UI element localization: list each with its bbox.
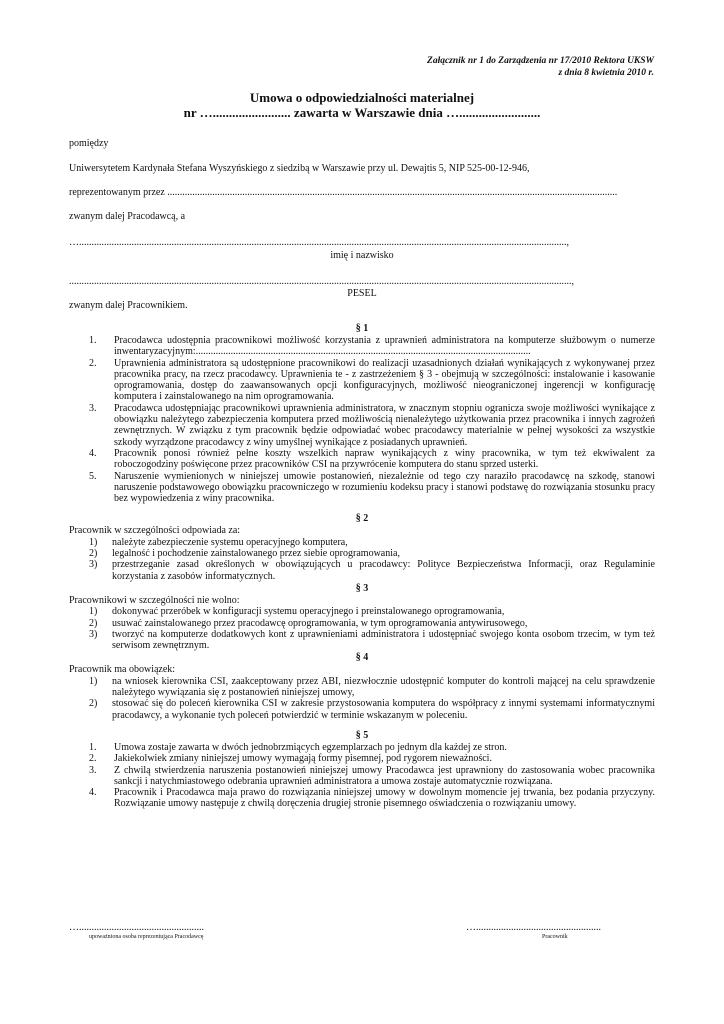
section-1-item: 2. Uprawnienia administratora są udostępnione pracownikowi do realizacji uzasadnionych działań wynikających z wykonywanej przez pracownika pracy, na rzecz pracodawcy. Uprawnienia te - z zastrzeżeniem § 3 - obejmują w szczególności: instalowanie i kasowanie oprogramowania, dostęp do zaawansowanych opcji konfiguracyjnych, możliwość nieograniczonej ingerencji w konfigurację komputera i zainstalowanego na nim oprogramowania. xyxy=(89,357,655,403)
section-5-item: 1. Umowa zostaje zawarta w dwóch jednobrzmiących egzemplarzach po jednym dla każdej ze stron. xyxy=(89,741,507,753)
section-1-item: 3. Pracodawca udostępniając pracownikowi uprawnienia administratora, w znacznym stopniu ogranicza swoje możliwości wynikające z obowiązku należytego zabezpieczenia komputera przed możliwością nienależytego użytkowania przez pracownika i innych zagrożeń zewnętrznych. W związku z tym pracownik będzie odpowiadać wobec pracodawcy materialnie w pełnej wysokości za wszystkie szkody wyrządzone pracodawcy z winy umyślnej wynikające z posiadanych uprawnień. xyxy=(89,402,655,448)
employee-signature-caption: Pracownik xyxy=(542,934,568,940)
called-employee-text: zwanym dalej Pracownikiem. xyxy=(69,300,188,311)
section-5-item: 3. Z chwilą stwierdzenia naruszenia postanowień niniejszej umowy Pracodawca jest uprawniony do zastosowania wobec pracownika sankcji i natychmiastowego odebrania uprawnień administratora a umowa zostaje automatycznie rozwiązana. xyxy=(89,764,655,787)
section-5-list xyxy=(69,742,655,810)
section-3-heading: § 3 xyxy=(355,582,369,594)
section-5-item: 2. Jakiekolwiek zmiany niniejszej umowy wymagają formy pisemnej, pod rygorem nieważności. xyxy=(89,753,492,765)
section-2-list xyxy=(69,537,655,582)
section-4-item: 2) stosować się do poleceń kierownika CSI w zakresie przystosowania komputera do współpracy z innymi systemami informatycznymi pracodawcy, a wykonanie tych poleceń potwierdzić w terminie wskazanym w poleceniu. xyxy=(89,698,655,721)
section-4-item: 1) na wniosek kierownika CSI, zaakceptowany przez ABI, niezwłocznie udostępnić komputer do kontroli mającej na celu sprawdzenie należytego wywiązania się z postanowień niniejszej umowy, xyxy=(89,675,655,699)
document-title xyxy=(0,90,724,120)
employer-signature-caption: upoważniona osoba reprezentująca Pracodawcę xyxy=(89,934,204,940)
section-4-intro: Pracownik ma obowiązek: xyxy=(69,664,176,676)
pesel-caption: PESEL xyxy=(347,288,377,299)
section-2-item: 2) legalność i pochodzenie zainstalowanego przez siebie oprogramowania, xyxy=(89,548,400,560)
section-3-item: 1) dokonywać przeróbek w konfiguracji systemu operacyjnego i preinstalowanego oprogramowania, xyxy=(89,606,505,618)
employee-name-field[interactable]: …..................................................................................................................................................................................................., xyxy=(69,237,569,248)
section-2-item: 1) należyte zabezpieczenie systemu operacyjnego komputera, xyxy=(89,536,348,548)
contract-body xyxy=(69,322,655,810)
section-5-heading: § 5 xyxy=(355,729,369,741)
called-employer-text: zwanym dalej Pracodawcą, a xyxy=(69,211,186,222)
section-3-item: 3) tworzyć na komputerze dodatkowych kont z uprawnieniami administratora i udostępniać swojego konta osobom trzecim, w tym też serwisom zewnętrznym. xyxy=(89,628,655,652)
section-5-item: 4. Pracownik i Pracodawca maja prawo do rozwiązania niniejszej umowy w dowolnym momencie jej trwania, bez podania przyczyny. Rozwiązanie umowy następuje z chwilą doręczenia drugiej stronie pisemnego oświadczenia o rozwiązaniu umowy. xyxy=(89,787,655,810)
section-3-intro: Pracownikowi w szczególności nie wolno: xyxy=(69,594,240,606)
section-1-item: 5. Naruszenie wymienionych w niniejszej umowie postanowień, niezależnie od tego czy naraziło pracodawcę na szkodę, stanowi naruszenie podstawowego obowiązku pracowniczego w rozumieniu kodeksu pracy i stanowi podstawę do rozwiązania stosunku pracy bez wypowiedzenia z winy pracownika. xyxy=(89,470,655,505)
section-4-heading: § 4 xyxy=(355,652,369,664)
section-2-intro: Pracownik w szczególności odpowiada za: xyxy=(69,525,241,537)
section-2-item: 3) przestrzeganie zasad określonych w obowiązujących u pracodawcy: Polityce Bezpieczeństwa Informacji, oraz Regulaminie korzystania z zasobów informatycznych. xyxy=(89,559,655,582)
name-caption: imię i nazwisko xyxy=(330,250,394,261)
pesel-field[interactable]: ........................................................................................................................................................................................................., xyxy=(69,276,574,287)
section-2-heading: § 2 xyxy=(355,513,369,525)
section-1-heading: § 1 xyxy=(355,323,369,334)
represented-by-field[interactable]: reprezentowanym przez .................................................................................................................................................................................... xyxy=(69,187,618,198)
document-title-line2: nr …........................ zawarta w Warszawie dnia …......................... xyxy=(183,105,541,120)
employee-signature-line[interactable]: ….................................................. xyxy=(466,922,601,933)
attachment-header xyxy=(427,56,654,79)
section-1-item: 4. Pracownik ponosi również pełne koszty wszelkich napraw wynikających z winy pracownika, w tym też ekwiwalent za roboczogodziny poświęcone przez pracowników CSI na przywrócenie komputera do stanu sprzed usterki. xyxy=(89,447,655,471)
attachment-header-line1: Załącznik nr 1 do Zarządzenia nr 17/2010 Rektora UKSW xyxy=(427,56,654,66)
employer-signature-line[interactable]: ….................................................. xyxy=(69,922,204,933)
section-3-item: 2) usuwać zainstalowanego przez pracodawcę oprogramowania, w tym oprogramowania antywirusowego, xyxy=(89,617,528,629)
section-1-list xyxy=(69,335,655,504)
section-3-list xyxy=(69,606,655,651)
between-text: pomiędzy xyxy=(69,138,109,149)
attachment-header-line2: z dnia 8 kwietnia 2010 r. xyxy=(558,67,654,78)
section-4-list xyxy=(69,676,655,721)
university-text: Uniwersytetem Kardynała Stefana Wyszyńskiego z siedzibą w Warszawie przy ul. Dewajtis 5, NIP 525-00-12-946, xyxy=(69,163,530,174)
section-1-item: 1. Pracodawca udostępnia pracownikowi możliwość korzystania z uprawnień administratora na komputerze służbowym o numerze inwentaryzacyjnym:...................................................................................................................................... xyxy=(89,335,655,358)
document-title-line1: Umowa o odpowiedzialności materialnej xyxy=(249,90,475,105)
